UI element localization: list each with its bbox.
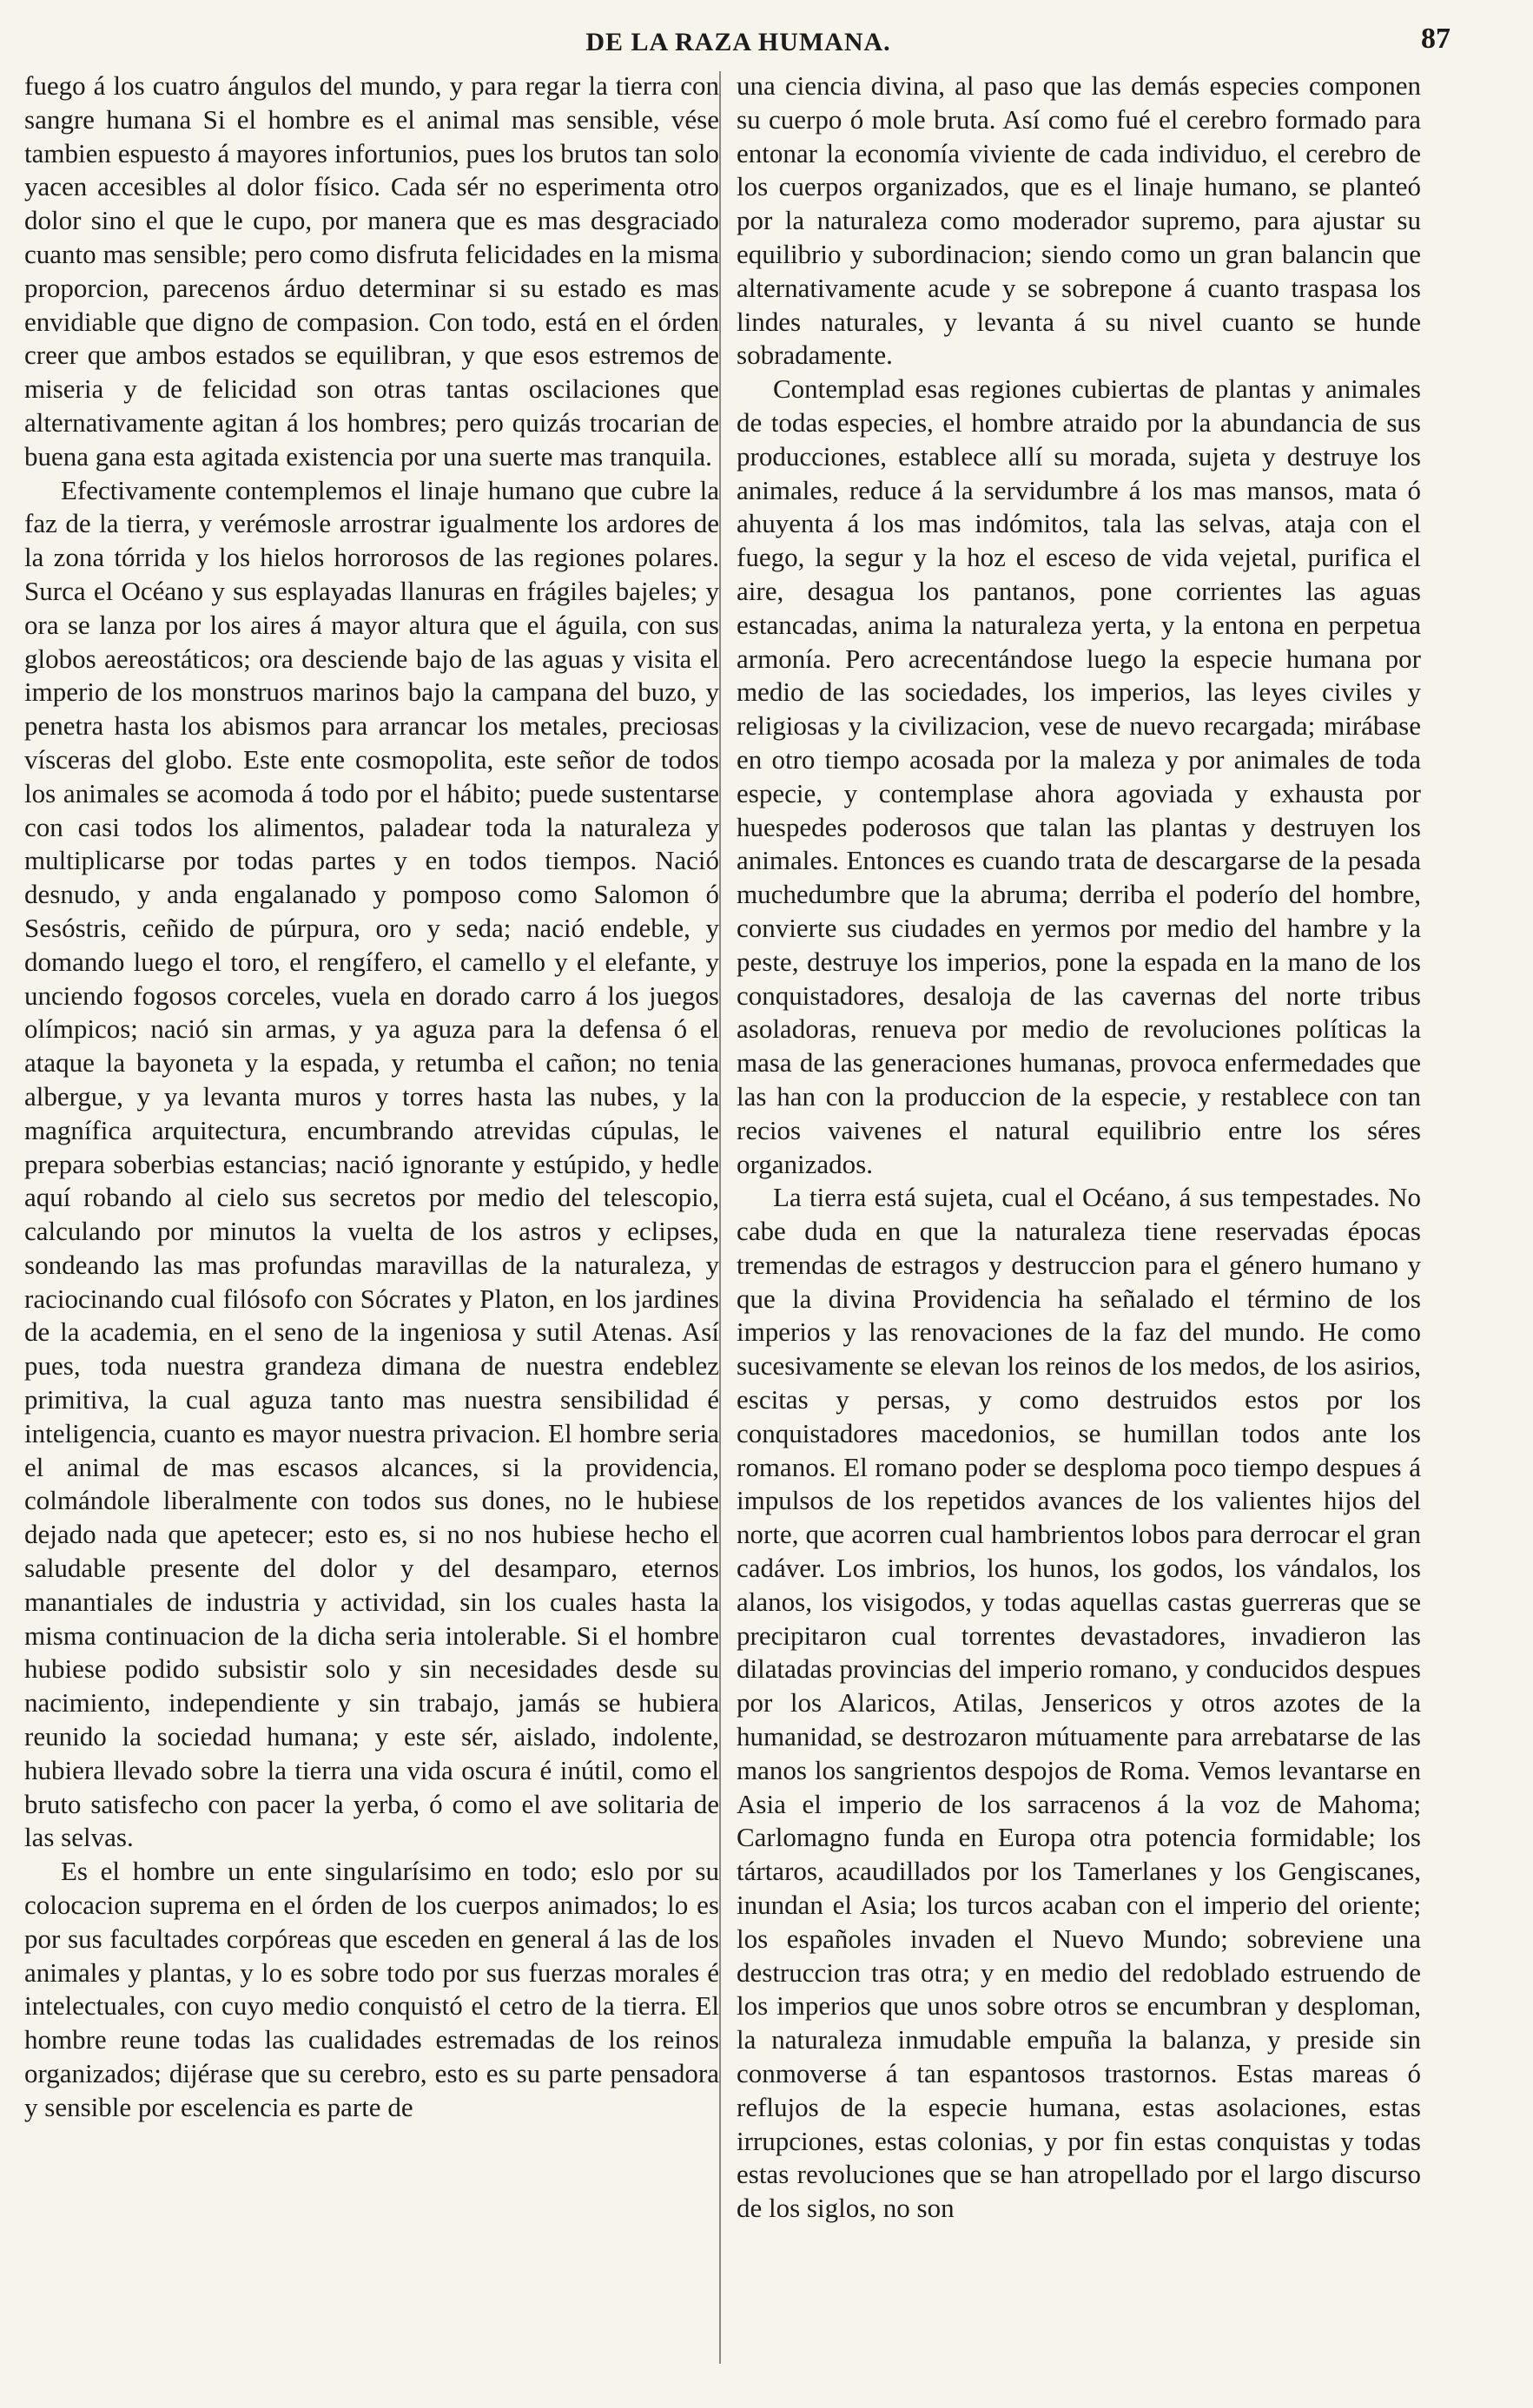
page-header bbox=[35, 16, 1450, 68]
page-number: 87 bbox=[1421, 23, 1450, 55]
right-column bbox=[737, 69, 1421, 2226]
paragraph: Es el hombre un ente singularísimo en todo; eslo por su colocacion suprema en el órden de los cuerpos animados; lo es por sus facultades corpóreas que esceden en general á las de los animales y plantas, y lo es sobre todo por sus fuerzas morales é intelectuales, con cuyo medio conquistó el cetro de la tierra. El hombre reune todas las cualidades estremadas de los reinos organizados; dijérase que su cerebro, esto es su parte pensadora y sensible por escelencia es parte de bbox=[24, 1856, 719, 2122]
paragraph: una ciencia divina, al paso que las demás especies componen su cuerpo ó mole bruta. Así como fué el cerebro formado para entonar la economía viviente de cada individuo, el cerebro de los cuerpos organizados, que es el linaje humano, se planteó por la naturaleza como moderador supremo, para ajustar su equilibrio y subordinacion; siendo como un gran balancin que alternativamente acude y se sobrepone á cuanto traspasa los lindes naturales, y levanta á su nivel cuanto se hunde sobradamente. bbox=[737, 70, 1421, 371]
paragraph: fuego á los cuatro ángulos del mundo, y para regar la tierra con sangre humana Si el hombre es el animal mas sensible, vése tambien espuesto á mayores infortunios, pues los brutos tan solo yacen accesibles al dolor físico. Cada sér no esperimenta otro dolor sino el que le cupo, por manera que es mas desgraciado cuanto mas sensible; pero como disfruta felicidades en la misma proporcion, parecenos árduo determinar si su estado es mas envidiable que digno de compasion. Con todo, está en el órden creer que ambos estados se equilibran, y que esos estremos de miseria y de felicidad son otras tantas oscilaciones que alternativamente agitan á los hombres; pero quizás trocarian de buena gana esta agitada existencia por una suerte mas tranquila. bbox=[24, 70, 719, 472]
running-head: DE LA RAZA HUMANA. bbox=[585, 28, 891, 56]
column-divider bbox=[719, 71, 721, 2364]
paragraph: La tierra está sujeta, cual el Océano, á sus tempestades. No cabe duda en que la naturaleza tiene reservadas épocas tremendas de estragos y destruccion para el género humano y que la divina Providencia ha señalado el término de los imperios y las renovaciones de la faz del mundo. He como sucesivamente se elevan los reinos de los medos, de los asirios, escitas y persas, y como destruidos estos por los conquistadores macedonios, se humillan todos ante los romanos. El romano poder se desploma poco tiempo despues á impulsos de los repetidos avances de los valientes hijos del norte, que acorren cual hambrientos lobos para derrocar el gran cadáver. Los imbrios, los hunos, los godos, los vándalos, los alanos, los visigodos, y todas aquellas castas guerreras que se precipitaron cual torrentes devastadores, invadieron las dilatadas provincias del imperio romano, y conducidos despues por los Alaricos, Atilas, Jensericos y otros azotes de la humanidad, se destrozaron mútuamente para arrebatarse de las manos los sangrientos despojos de Roma. Vemos levantarse en Asia el imperio de los sarracenos á la voz de Mahoma; Carlomagno funda en Europa otra potencia formidable; los tártaros, acaudillados por los Tamerlanes y los Gengiscanes, inundan el Asia; los turcos acaban con el imperio del oriente; los españoles invaden el Nuevo Mundo; sobreviene una destruccion tras otra; y en medio del redoblado estruendo de los imperios que unos sobre otros se encumbran y desploman, la naturaleza inmudable empuña la balanza, y preside sin conmoverse á tan espantosos trastornos. Estas mareas ó reflujos de la especie humana, estas asolaciones, estas irrupciones, estas colonias, y por fin estas conquistas y todas estas revoluciones que se han atropellado por el largo discurso de los siglos, no son bbox=[737, 1182, 1421, 2224]
left-column bbox=[24, 69, 719, 2125]
paragraph: Contemplad esas regiones cubiertas de plantas y animales de todas especies, el hombre atraido por la abundancia de sus producciones, establece allí su morada, sujeta y destruye los animales, reduce á la servidumbre á los mas mansos, mata ó ahuyenta á los mas indómitos, tala las selvas, ataja con el fuego, la segur y la hoz el esceso de vida vejetal, purifica el aire, desagua los pantanos, pone corrientes las aguas estancadas, anima la naturaleza yerta, y la entona en perpetua armonía. Pero acrecentándose luego la especie humana por medio de las sociedades, los imperios, las leyes civiles y religiosas y la civilizacion, vese de nuevo recargada; mirábase en otro tiempo acosada por la maleza y por animales de toda especie, y contemplase ahora agoviada y exhausta por huespedes poderosos que talan las plantas y destruyen los animales. Entonces es cuando trata de descargarse de la pesada muchedumbre que la abruma; derriba el poderío del hombre, convierte sus ciudades en yermos por medio del hambre y la peste, destruye los imperios, pone la espada en la mano de los conquistadores, desaloja de las cavernas del norte tribus asoladoras, renueva por medio de revoluciones políticas la masa de las generaciones humanas, provoca enfermedades que las han con la produccion de la especie, y restablece con tan recios vaivenes el natural equilibrio entre los séres organizados. bbox=[737, 373, 1421, 1179]
paragraph: Efectivamente contemplemos el linaje humano que cubre la faz de la tierra, y verémosle arrostrar igualmente los ardores de la zona tórrida y los hielos horrorosos de las regiones polares. Surca el Océano y sus esplayadas llanuras en frágiles bajeles; y ora se lanza por los aires á mayor altura que el águila, con sus globos aereostáticos; ora desciende bajo de las aguas y visita el imperio de los monstruos marinos bajo la campana del buzo, y penetra hasta los abismos para arrancar los metales, preciosas vísceras del globo. Este ente cosmopolita, este señor de todos los animales se acomoda á todo por el hábito; puede sustentarse con casi todos los alimentos, paladear toda la naturaleza y multiplicarse por todas partes y en todos tiempos. Nació desnudo, y anda engalanado y pomposo como Salomon ó Sesóstris, ceñido de púrpura, oro y seda; nació endeble, y domando luego el toro, el rengífero, el camello y el elefante, y unciendo fogosos corceles, vuela en dorado carro á los juegos olímpicos; nació sin armas, y ya aguza para la defensa ó el ataque la bayoneta y la espada, y retumba el cañon; no tenia albergue, y ya levanta muros y torres hasta las nubes, y la magnífica arquitectura, encumbrando atrevidas cúpulas, le prepara soberbias estancias; nació ignorante y estúpido, y hedle aquí robando al cielo sus secretos por medio del telescopio, calculando por minutos la vuelta de los astros y eclipses, sondeando las mas profundas maravillas de la naturaleza, y raciocinando cual filósofo con Sócrates y Platon, en los jardines de la academia, en el seno de la ingeniosa y sutil Atenas. Así pues, toda nuestra grandeza dimana de nuestra endeblez primitiva, la cual aguza tanto mas nuestra sensibilidad é inteligencia, cuanto es mayor nuestra privacion. El hombre seria el animal de mas escasos alcances, si la providencia, colmándole liberalmente con todos sus dones, no le hubiese dejado nada que apetecer; esto es, si no nos hubiese hecho el saludable presente del dolor y del desamparo, eternos manantiales de industria y actividad, sin los cuales hasta la misma continuacion de la dicha seria intolerable. Si el hombre hubiese podido subsistir solo y sin necesidades desde su nacimiento, independiente y sin trabajo, jamás se hubiera reunido la sociedad humana; y este sér, aislado, indolente, hubiera llevado sobre la tierra una vida oscura é inútil, como el bruto satisfecho con pacer la yerba, ó como el ave solitaria de las selvas. bbox=[24, 474, 719, 1853]
